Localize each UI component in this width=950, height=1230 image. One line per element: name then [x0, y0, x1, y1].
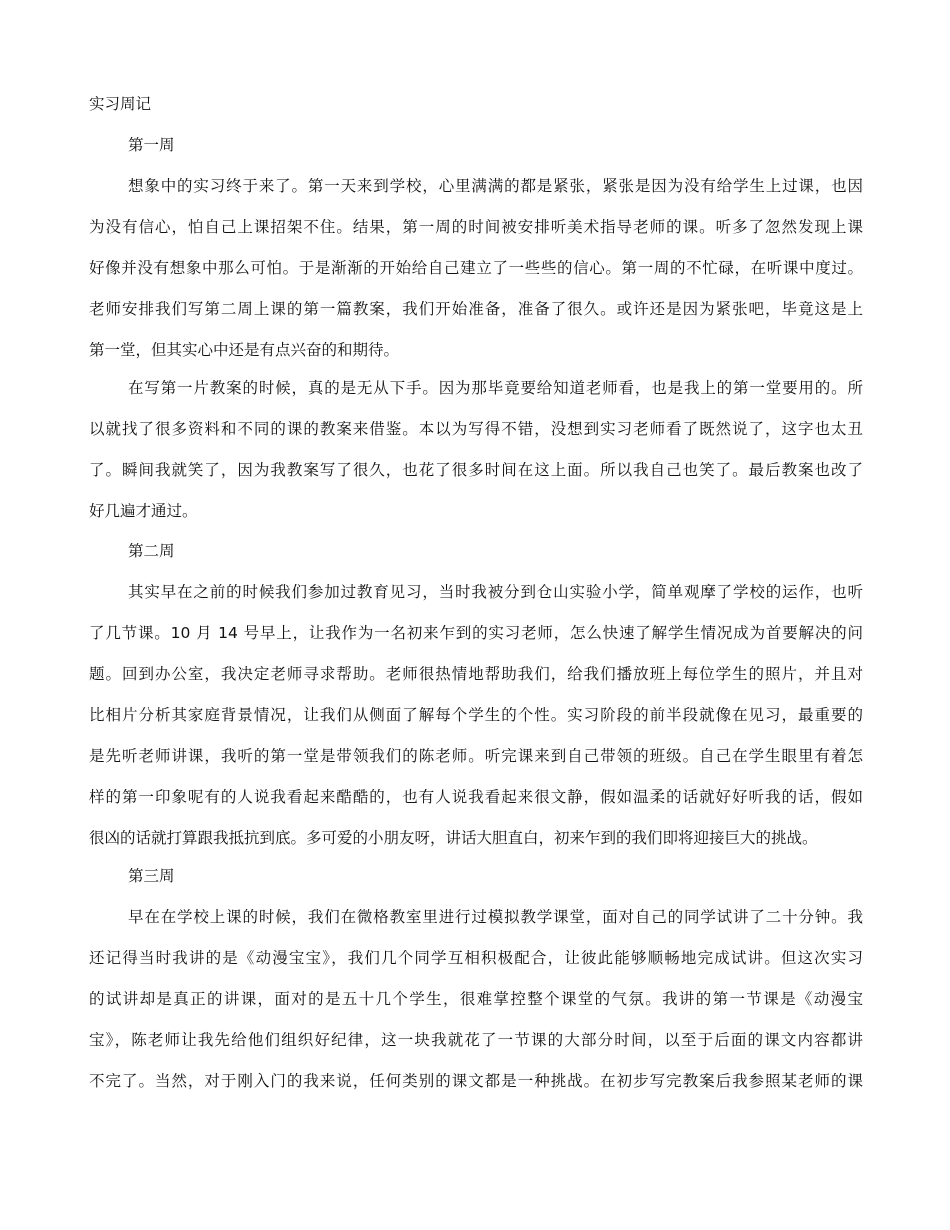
- paragraph-line: 的试讲却是真正的讲课，面对的是五十几个学生，很难掌控整个课堂的气氛。我讲的第一节课是《动漫宝: [89, 990, 863, 1008]
- paragraph-line: 为没有信心，怕自己上课招架不住。结果，第一周的时间被安排听美术指导老师的课。听多了忽然发现上课: [89, 218, 863, 236]
- paragraph-line: 在写第一片教案的时候，真的是无从下手。因为那毕竟要给知道老师看，也是我上的第一堂要用的。所: [128, 379, 863, 397]
- paragraph-line: 早在在学校上课的时候，我们在微格教室里进行过模拟教学课堂，面对自己的同学试讲了二十分钟。我: [128, 908, 863, 926]
- paragraph-line: 其实早在之前的时候我们参加过教育见习，当时我被分到仓山实验小学，简单观摩了学校的运作，也听: [128, 583, 863, 601]
- paragraph-line: 第一堂，但其实心中还是有点兴奋的和期待。: [89, 341, 400, 359]
- paragraph-line: 好像并没有想象中那么可怕。于是渐渐的开始给自己建立了一些些的信心。第一周的不忙碌，在听课中度过。: [89, 259, 863, 277]
- paragraph-line: 是先听老师讲课，我听的第一堂是带领我们的陈老师。听完课来到自己带领的班级。自己在学生眼里有着怎: [89, 747, 863, 765]
- week2-heading: 第二周: [128, 542, 175, 560]
- paragraph-line: 题。回到办公室，我决定老师寻求帮助。老师很热情地帮助我们，给我们播放班上每位学生的照片，并且对: [89, 665, 863, 683]
- paragraph-line: 想象中的实习终于来了。第一天来到学校，心里满满的都是紧张，紧张是因为没有给学生上过课，也因: [128, 177, 863, 195]
- paragraph-line: 了几节课。10 月 14 号早上，让我作为一名初来乍到的实习老师，怎么快速了解学生情况成为首要解决的问: [89, 624, 863, 642]
- document-title: 实习周记: [89, 95, 152, 113]
- paragraph-line: 样的第一印象呢有的人说我看起来酷酷的，也有人说我看起来很文静，假如温柔的话就好好听我的话，假如: [89, 788, 863, 806]
- paragraph-line: 很凶的话就打算跟我抵抗到底。多可爱的小朋友呀，讲话大胆直白，初来乍到的我们即将迎接巨大的挑战。: [89, 829, 818, 847]
- paragraph-line: 宝》，陈老师让我先给他们组织好纪律，这一块我就花了一节课的大部分时间，以至于后面的课文内容都讲: [89, 1031, 863, 1049]
- paragraph-line: 老师安排我们写第二周上课的第一篇教案，我们开始准备，准备了很久。或许还是因为紧张吧，毕竟这是上: [89, 300, 863, 318]
- paragraph-line: 好几遍才通过。: [89, 502, 198, 520]
- paragraph-line: 不完了。当然，对于刚入门的我来说，任何类别的课文都是一种挑战。在初步写完教案后我参照某老师的课: [89, 1072, 863, 1090]
- paragraph-line: 还记得当时我讲的是《动漫宝宝》，我们几个同学互相积极配合，让彼此能够顺畅地完成试讲。但这次实习: [89, 949, 863, 967]
- paragraph-line: 了。瞬间我就笑了，因为我教案写了很久，也花了很多时间在这上面。所以我自己也笑了。最后教案也改了: [89, 461, 863, 479]
- paragraph-line: 比相片分析其家庭背景情况，让我们从侧面了解每个学生的个性。实习阶段的前半段就像在见习，最重要的: [89, 706, 863, 724]
- paragraph-line: 以就找了很多资料和不同的课的教案来借鉴。本以为写得不错，没想到实习老师看了既然说了，这字也太丑: [89, 420, 863, 438]
- week1-heading: 第一周: [128, 136, 175, 154]
- week3-heading: 第三周: [128, 867, 175, 885]
